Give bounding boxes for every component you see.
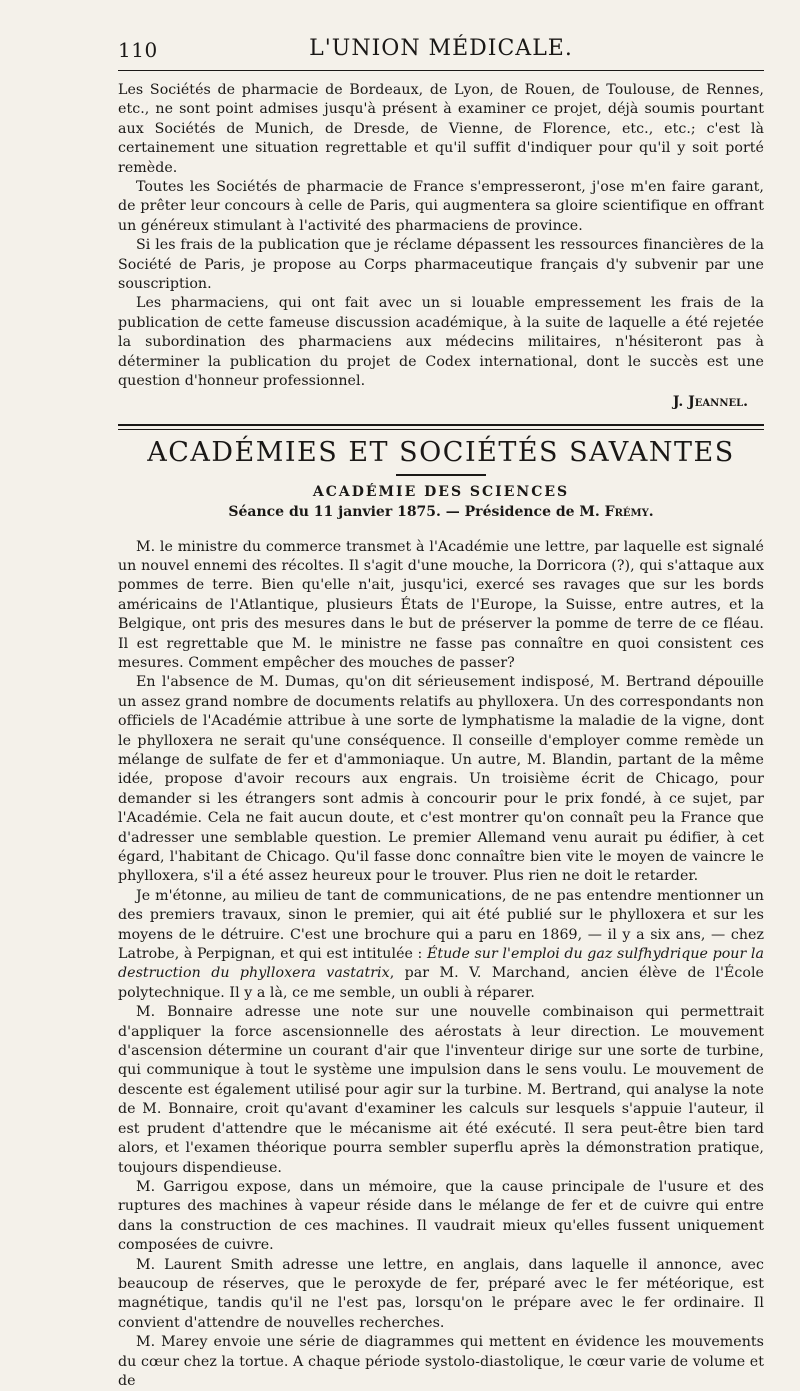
running-head bbox=[118, 30, 764, 71]
letter-signature: J. Jeannel. bbox=[118, 392, 748, 412]
report-paragraph bbox=[118, 887, 764, 1003]
cited-work-title: Étude sur l'emploi du gaz sulfhydrique pour la destruction du phylloxera vastatrix bbox=[118, 946, 764, 981]
report-text: Je m'étonne, au milieu de tant de communications, de ne pas entendre mentionner un des premiers travaux, sinon le premier, qui ait été publié sur le phylloxera et sur les moyens de le détruire. C'est une brochure qui a paru en 1869, — il y a six ans, — chez Latrobe, à Perpignan, et qui est intitulée : bbox=[118, 888, 764, 962]
journal-title: L'UNION MÉDICALE. bbox=[118, 36, 764, 61]
report-paragraph: M. Laurent Smith adresse une lettre, en anglais, dans laquelle il annonce, avec beaucoup de réserves, que le peroxyde de fer, préparé avec le fer météorique, est magnétique, tandis qu'il ne l'est pas, lorsqu'on le prépare avec le fer ordinaire. Il convient d'attendre de nouvelles recherches. bbox=[118, 1256, 764, 1334]
report-paragraph: M. Garrigou expose, dans un mémoire, que la cause principale de l'usure et des ruptures des machines à vapeur réside dans le mélange de fer et de cuivre qui entre dans la construction de ces machines. Il vaudrait mieux qu'elles fussent uniquement composées de cuivre. bbox=[118, 1178, 764, 1256]
section-divider bbox=[118, 424, 764, 430]
letter-paragraph: Les pharmaciens, qui ont fait avec un si louable empressement les frais de la publication de cette fameuse discussion académique, à la suite de laquelle a été rejetée la subordination des pharmaciens aux médecins militaires, n'hésiteront pas à déterminer la publication du projet de Codex international, dont le succès est une question d'honneur professionnel. bbox=[118, 294, 764, 391]
subsection-title: ACADÉMIE DES SCIENCES bbox=[118, 482, 764, 502]
letter-paragraph: Si les frais de la publication que je réclame dépassent les ressources financières de la Société de Paris, je propose au Corps pharmaceutique français d'y subvenir par une souscription. bbox=[118, 236, 764, 294]
report-text: , par M. V. Marchand, ancien élève de l'École polytechnique. Il y a là, ce me semble, un oubli à réparer. bbox=[118, 965, 764, 1000]
session-date: Séance du 11 janvier 1875. — Présidence de bbox=[228, 504, 579, 520]
academy-report bbox=[118, 538, 764, 1391]
report-paragraph: En l'absence de M. Dumas, qu'on dit sérieusement indisposé, M. Bertrand dépouille un assez grand nombre de documents relatifs au phylloxera. Un des correspondants non officiels de l'Académie attribue à une sorte de lymphatisme la maladie de la vigne, dont le phylloxera ne serait qu'une conséquence. Il conseille d'employer comme remède un mélange de sulfate de fer et d'ammoniaque. Un autre, M. Blandin, partant de la même idée, propose d'avoir recours aux engrais. Un troisième écrit de Chicago, pour demander si les étrangers sont admis à concourir pour le prix fondé, à ce sujet, par l'Académie. Cela ne fait aucun doute, et c'est montrer qu'on connaît peu la France que d'adresser une semblable question. Le premier Allemand venu aurait pu édifier, à cet égard, l'habitant de Chicago. Qu'il fasse donc connaître bien vite le moyen de vaincre le phylloxera, s'il a été assez heureux pour le trouver. Plus rien ne doit le retarder. bbox=[118, 673, 764, 886]
page-number: 110 bbox=[118, 38, 158, 62]
session-line bbox=[118, 502, 764, 522]
session-president: M. Frémy. bbox=[579, 504, 653, 520]
section-title: ACADÉMIES ET SOCIÉTÉS SAVANTES bbox=[118, 436, 764, 470]
report-paragraph: M. le ministre du commerce transmet à l'Académie une lettre, par laquelle est signalé un nouvel ennemi des récoltes. Il s'agit d'une mouche, la Dorricora (?), qui s'attaque aux pommes de terre. Bien qu'elle n'ait, jusqu'ici, exercé ses ravages que sur les bords américains de l'Atlantique, plusieurs États de l'Europe, la Suisse, entre autres, et la Belgique, ont pris des mesures dans le but de préserver la pomme de terre de ce fléau. Il est regrettable que M. le ministre ne fasse pas connaître en quoi consistent ces mesures. Comment empêcher des mouches de passer? bbox=[118, 538, 764, 674]
letter-paragraph: Les Sociétés de pharmacie de Bordeaux, de Lyon, de Rouen, de Toulouse, de Rennes, etc., ne sont point admises jusqu'à présent à examiner ce projet, déjà soumis pourtant aux Sociétés de Munich, de Dresde, de Vienne, de Florence, etc., etc.; c'est là certainement une situation regrettable et qu'il suffit d'indiquer pour qu'il y soit porté remède. bbox=[118, 81, 764, 178]
report-paragraph: M. Marey envoie une série de diagrammes qui mettent en évidence les mouvements du cœur chez la tortue. A chaque période systolo-diastolique, le cœur varie de volume et de bbox=[118, 1333, 764, 1391]
letter-continuation bbox=[118, 81, 764, 392]
letter-paragraph: Toutes les Sociétés de pharmacie de France s'empresseront, j'ose m'en faire garant, de prêter leur concours à celle de Paris, qui augmentera sa gloire scientifique en offrant un généreux stimulant à l'activité des pharmaciens de province. bbox=[118, 178, 764, 236]
report-paragraph: M. Bonnaire adresse une note sur une nouvelle combinaison qui permettrait d'appliquer la force ascensionnelle des aérostats à leur direction. Le mouvement d'ascension détermine un courant d'air que l'inventeur dirige sur une sorte de turbine, qui communique à tout le système une impulsion dans le sens voulu. Le mouvement de descente est également utilisé pour agir sur la turbine. M. Bertrand, qui analyse la note de M. Bonnaire, croit qu'avant d'examiner les calculs sur lesquels s'appuie l'auteur, il est prudent d'attendre que le mécanisme ait été exécuté. Il sera peut-être bien tard alors, et l'examen théorique pourra sembler superflu après la démonstration pratique, toujours dispendieuse. bbox=[118, 1003, 764, 1178]
title-rule bbox=[396, 474, 486, 476]
